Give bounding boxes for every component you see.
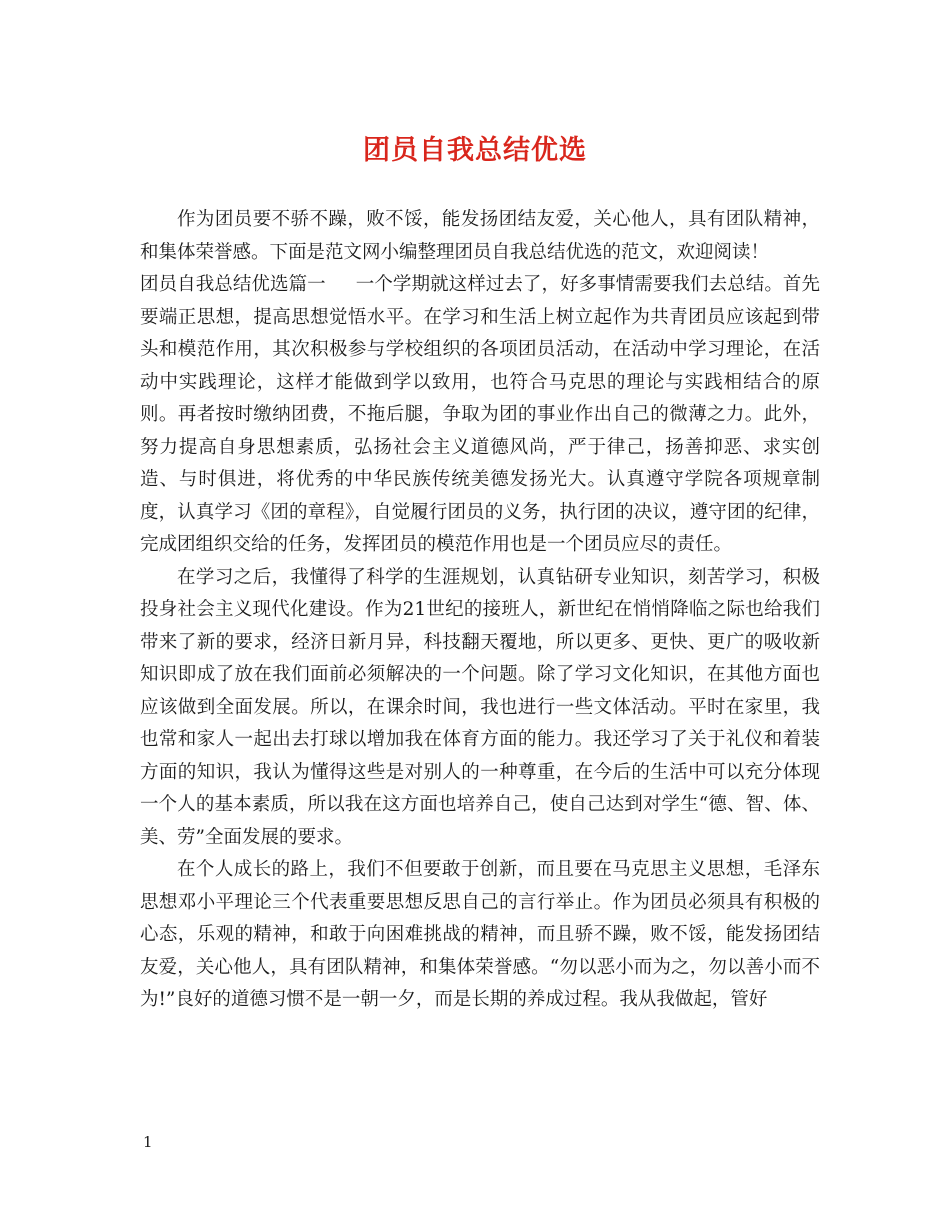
paragraph-1-text: 一个学期就这样过去了，好多事情需要我们去总结。首先要端正思想，提高思想觉悟水平。在学习和生活上树立起作为共青团员应该起到带头和模范作用，其次积极参与学校组织的各项团员活动，在活动中学习理论，在活动中实践理论，这样才能做到学以致用，也符合马克思的理论与实践相结合的原则。再者按时缴纳团费，不拖后腿，争取为团的事业作出自己的微薄之力。此外，努力提高自身思想素质，弘扬社会主义道德风尚，严于律己，扬善抑恶、求实创造、与时俱进，将优秀的中华民族传统美德发扬光大。认真遵守学院各项规章制度，认真学习《团的章程》，自觉履行团员的义务，执行团的决议，遵守团的纪律，完成团组织交给的任务，发挥团员的模范作用也是一个团员应尽的责任。	[140, 274, 820, 555]
document-title: 团员自我总结优选	[363, 135, 587, 166]
section-heading: 团员自我总结优选篇一	[140, 274, 326, 295]
document-body	[140, 204, 820, 1017]
page-number: 1	[143, 1133, 153, 1151]
paragraph-2: 在学习之后，我懂得了科学的生涯规划，认真钻研专业知识，刻苦学习，积极投身社会主义现代化建设。作为21世纪的接班人，新世纪在悄悄降临之际也给我们带来了新的要求，经济日新月异，科技翻天覆地，所以更多、更快、更广的吸收新知识即成了放在我们面前必须解决的一个问题。除了学习文化知识，在其他方面也应该做到全面发展。所以，在课余时间，我也进行一些文体活动。平时在家里，我也常和家人一起出去打球以增加我在体育方面的能力。我还学习了关于礼仪和着装方面的知识，我认为懂得这些是对别人的一种尊重，在今后的生活中可以充分体现一个人的基本素质，所以我在这方面也培养自己，使自己达到对学生“德、智、体、美、劳”全面发展的要求。	[140, 566, 820, 848]
paragraph-3: 在个人成长的路上，我们不但要敢于创新，而且要在马克思主义思想，毛泽东思想邓小平理论三个代表重要思想反思自己的言行举止。作为团员必须具有积极的心态，乐观的精神，和敢于向困难挑战的精神，而且骄不躁，败不馁，能发扬团结友爱，关心他人，具有团队精神，和集体荣誉感。“勿以恶小而为之，勿以善小而不为!”良好的道德习惯不是一朝一夕，而是长期的养成过程。我从我做起，管好	[140, 859, 820, 1010]
section-paragraph-1	[140, 269, 820, 562]
intro-paragraph: 作为团员要不骄不躁，败不馁，能发扬团结友爱，关心他人，具有团队精神，和集体荣誉感。下面是范文网小编整理团员自我总结优选的范文，欢迎阅读！	[140, 209, 820, 263]
